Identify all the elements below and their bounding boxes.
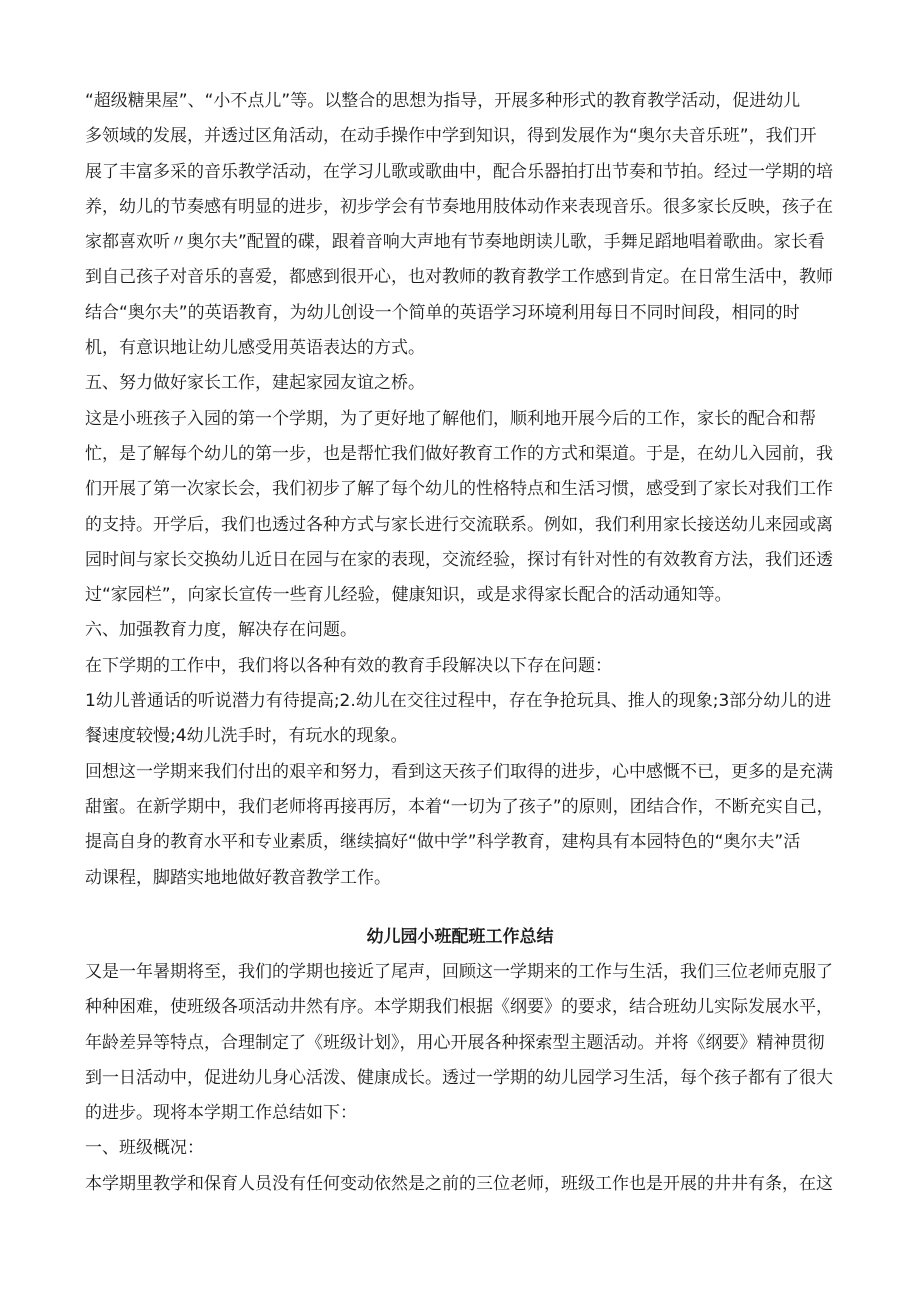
text-line: 结合“奥尔夫”的英语教育，为幼儿创设一个简单的英语学习环境利用每日不同时间段，相同的时 [85,302,800,323]
text-line: 多领域的发展，并透过区角活动，在动手操作中学到知识，得到发展作为“奥尔夫音乐班”，我们开 [85,126,817,147]
text-line: 又是一年暑期将至，我们的学期也接近了尾声，回顾这一学期来的工作与生活，我们三位老师克服了 [85,962,833,982]
text-line: 动课程，脚踏实地地做好教音教学工作。 [85,867,391,888]
text-line: 提高自身的教育水平和专业素质，继续搞好“做中学”科学教育，建构具有本园特色的“奥尔夫”活 [85,832,801,853]
text-line: 到自己孩子对音乐的喜爱，都感到很开心，也对教师的教育教学工作感到肯定。在日常生活中，教师 [85,267,833,288]
text-line: 年龄差异等特点，合理制定了《班级计划》，用心开展各种探索型主题活动。并将《纲要》精神贯彻 [85,1032,825,1053]
text-line: 回想这一学期来我们付出的艰辛和努力，看到这天孩子们取得的进步，心中感慨不已，更多的是充满 [85,761,833,782]
paragraph-music-class [85,84,840,896]
text-line: 机，有意识地让幼儿感受用英语表达的方式。 [85,338,425,359]
text-line: 到一日活动中，促进幼儿身心活泼、健康成长。透过一学期的幼儿园学习生活，每个孩子都有了很大 [85,1067,833,1088]
text-line: 展了丰富多采的音乐教学活动，在学习儿歌或歌曲中，配合乐器拍打出节奏和节拍。经过一学期的培 [85,161,833,182]
section-5-title: 五、努力做好家长工作，建起家园友谊之桥。 [85,373,425,394]
text-line: 本学期里教学和保育人员没有任何变动依然是之前的三位老师，班级工作也是开展的井井有条，在这 [85,1173,833,1194]
text-line: 养，幼儿的节奏感有明显的进步，初步学会有节奏地用肢体动作来表现音乐。很多家长反映，孩子在 [85,196,833,217]
paragraph-intro [85,955,840,1202]
text-line: 们开展了第一次家长会，我们初步了解了每个幼儿的性格特点和生活习惯，感受到了家长对我们工作 [85,479,833,500]
text-line: 家都喜欢听〃奥尔夫”配置的碟，跟着音响大声地有节奏地朗读儿歌，手舞足蹈地唱着歌曲。家长看 [85,232,825,253]
text-line: “超级糖果屋”、“小不点儿”等。以整合的思想为指导，开展多种形式的教育教学活动，促进幼儿 [85,91,801,111]
text-line: 忙，是了解每个幼儿的第一步，也是帮忙我们做好教育工作的方式和渠道。于是，在幼儿入园前，我 [85,443,833,464]
document-heading: 幼儿园小班配班工作总结 [366,927,554,947]
text-line: 餐速度较慢;4幼儿洗手时，有玩水的现象。 [85,726,408,747]
text-line: 过“家园栏”，向家长宣传一些育儿经验，健康知识，或是求得家长配合的活动通知等。 [85,585,732,606]
text-line: 的进步。现将本学期工作总结如下： [85,1103,357,1124]
text-line: 的支持。开学后，我们也透过各种方式与家长进行交流联系。例如，我们利用家长接送幼儿来园或离 [85,514,833,535]
text-line: 园时间与家长交换幼儿近日在园与在家的表现，交流经验，探讨有针对性的有效教育方法，我们还透 [85,549,833,570]
text-line: 在下学期的工作中，我们将以各种有效的教育手段解决以下存在问题： [85,655,612,676]
section-1-title: 一、班级概况： [85,1138,204,1159]
text-line: 甜蜜。在新学期中，我们老师将再接再厉，本着“一切为了孩子”的原则，团结合作，不断充实自己， [85,796,834,817]
section-6-title: 六、加强教育力度，解决存在问题。 [85,620,357,641]
text-line: 这是小班孩子入园的第一个学期，为了更好地了解他们，顺利地开展今后的工作，家长的配合和帮 [85,408,816,429]
text-line: 种种困难，使班级各项活动井然有序。本学期我们根据《纲要》的要求，结合班幼儿实际发展水平， [85,997,833,1018]
text-line: 1幼儿普通话的听说潜力有待提高;2.幼儿在交往过程中，存在争抢玩具、推人的现象;3部分幼儿的进 [85,691,832,712]
